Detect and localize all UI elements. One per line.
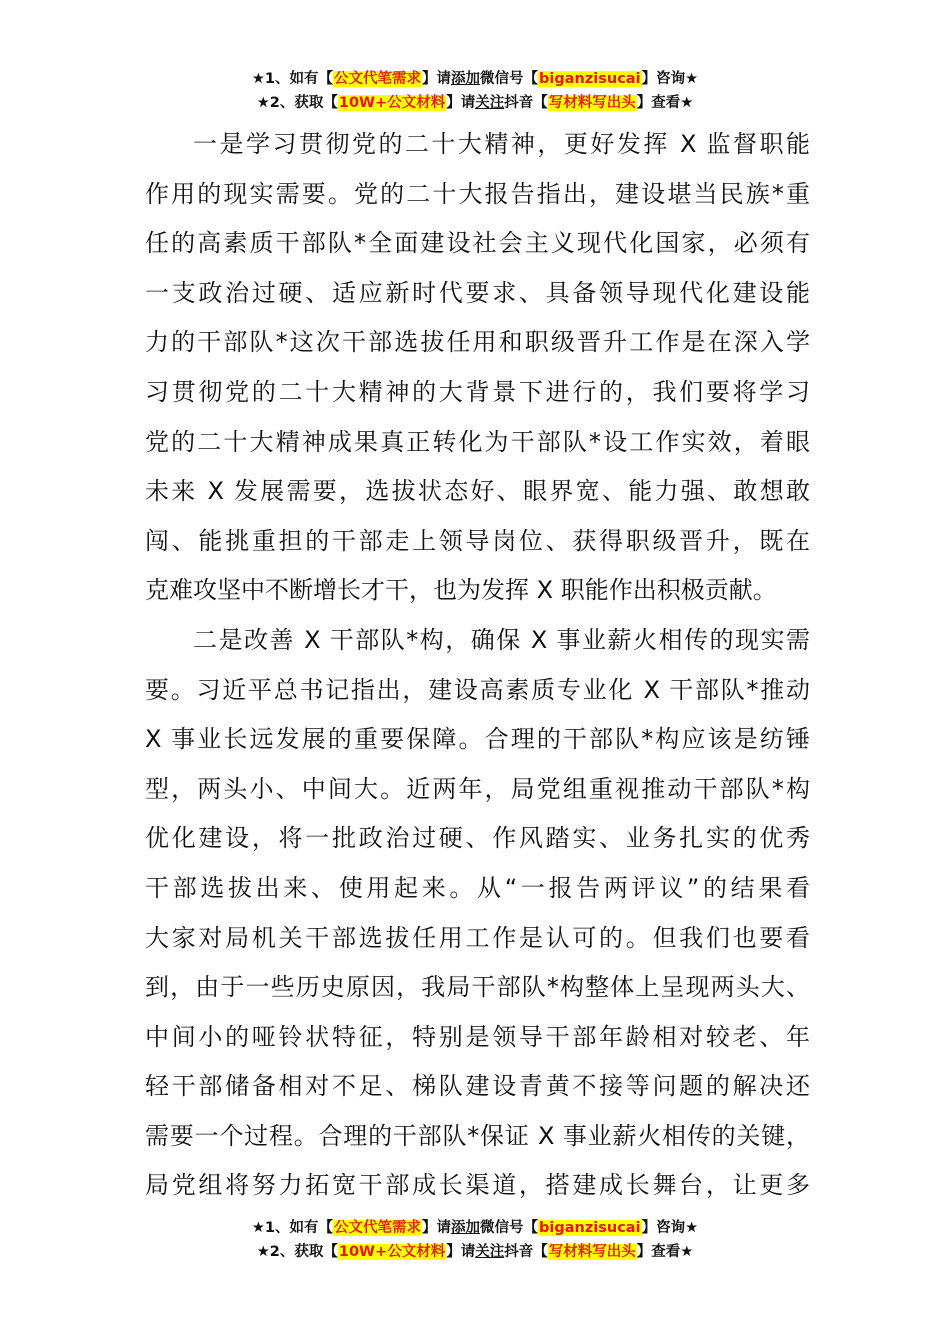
promo-underlined: 关注 (475, 95, 505, 111)
promo-text: ★1、如有【 (251, 71, 334, 87)
text-line: 任的高素质干部队*全面建设社会主义现代化国家，必须有 (145, 229, 810, 258)
promo-underlined: 添加 (451, 71, 481, 87)
promo-text: 微信号【 (480, 71, 539, 87)
promo-text: 】咨询★ (641, 1220, 699, 1236)
text-line: 一是学习贯彻党的二十大精神，更好发挥 X 监督职能 (193, 130, 810, 158)
text-line: 要。习近平总书记指出，建设高素质专业化 X 干部队*推动 (145, 675, 810, 704)
text-line: 干部选拔出来、使用起来。从“一报告两评议”的结果看 (145, 873, 810, 902)
promo-wechat-id: biganzisucai (539, 71, 641, 87)
promo-text: 】请 (422, 71, 452, 87)
text-line: 二是改善 X 干部队*构，确保 X 事业薪火相传的现实需 (193, 625, 810, 654)
promo-douyin-id: 写材料写出头 (548, 1244, 636, 1260)
text-line: 大家对局机关干部选拔任用工作是认可的。但我们也要看 (145, 923, 810, 952)
promo-text: 】查看★ (636, 1244, 694, 1260)
text-line: 需要一个过程。合理的干部队*保证 X 事业薪火相传的关键， (145, 1121, 810, 1150)
text-line: 未来 X 发展需要，选拔状态好、眼界宽、能力强、敢想敢 (145, 477, 810, 506)
text-line: 中间小的哑铃状特征，特别是领导干部年龄相对较老、年 (145, 1022, 810, 1051)
promo-highlight: 10W+公文材料 (338, 1244, 446, 1260)
promo-text: 】请 (446, 95, 476, 111)
promo-highlight: 10W+公文材料 (338, 95, 446, 111)
promo-text: ★2、获取【 (256, 95, 338, 111)
promo-line-2 (0, 91, 950, 115)
text-line: 习贯彻党的二十大精神的大背景下进行的，我们要将学习 (145, 377, 810, 406)
promo-line-1 (0, 67, 950, 91)
promo-text: 】请 (422, 1220, 452, 1236)
promo-douyin-id: 写材料写出头 (548, 95, 636, 111)
promo-text: 】咨询★ (641, 71, 699, 87)
text-line: 一支政治过硬、适应新时代要求、具备领导现代化建设能 (145, 278, 810, 307)
promo-underlined: 关注 (475, 1244, 505, 1260)
promo-text: ★1、如有【 (251, 1220, 334, 1236)
text-line: X 事业长远发展的重要保障。合理的干部队*构应该是纺锤 (145, 725, 810, 754)
promo-text: 抖音【 (504, 1244, 548, 1260)
text-line: 局党组将努力拓宽干部成长渠道，搭建成长舞台，让更多 (145, 1171, 810, 1200)
text-line: 型，两头小、中间大。近两年，局党组重视推动干部队*构 (145, 774, 810, 803)
promo-text: 微信号【 (480, 1220, 539, 1236)
paragraph-1 (145, 120, 810, 616)
text-line: 作用的现实需要。党的二十大报告指出，建设堪当民族*重 (145, 179, 810, 208)
text-line: 闯、能挑重担的干部走上领导岗位、获得职级晋升，既在 (145, 526, 810, 555)
promo-banner-bottom (0, 1216, 950, 1264)
text-line: 力的干部队*这次干部选拔任用和职级晋升工作是在深入学 (145, 328, 810, 357)
promo-highlight: 公文代笔需求 (334, 1220, 422, 1236)
promo-wechat-id: biganzisucai (539, 1220, 641, 1236)
promo-highlight: 公文代笔需求 (334, 71, 422, 87)
text-line: 克难攻坚中不断增长才干，也为发挥 X 职能作出积极贡献。 (145, 576, 777, 605)
promo-underlined: 添加 (451, 1220, 481, 1236)
promo-banner-top (0, 67, 950, 115)
document-body (145, 120, 810, 1211)
promo-line-1 (0, 1216, 950, 1240)
text-line: 党的二十大精神成果真正转化为干部队*设工作实效，着眼 (145, 427, 810, 456)
promo-text: 】请 (446, 1244, 476, 1260)
text-line: 到，由于一些历史原因，我局干部队*构整体上呈现两头大、 (145, 973, 810, 1002)
promo-text: ★2、获取【 (256, 1244, 338, 1260)
promo-text: 】查看★ (636, 95, 694, 111)
promo-line-2 (0, 1240, 950, 1264)
text-line: 优化建设，将一批政治过硬、作风踏实、业务扎实的优秀 (145, 824, 810, 853)
text-line: 轻干部储备相对不足、梯队建设青黄不接等问题的解决还 (145, 1072, 810, 1101)
paragraph-2 (145, 616, 810, 1211)
promo-text: 抖音【 (504, 95, 548, 111)
